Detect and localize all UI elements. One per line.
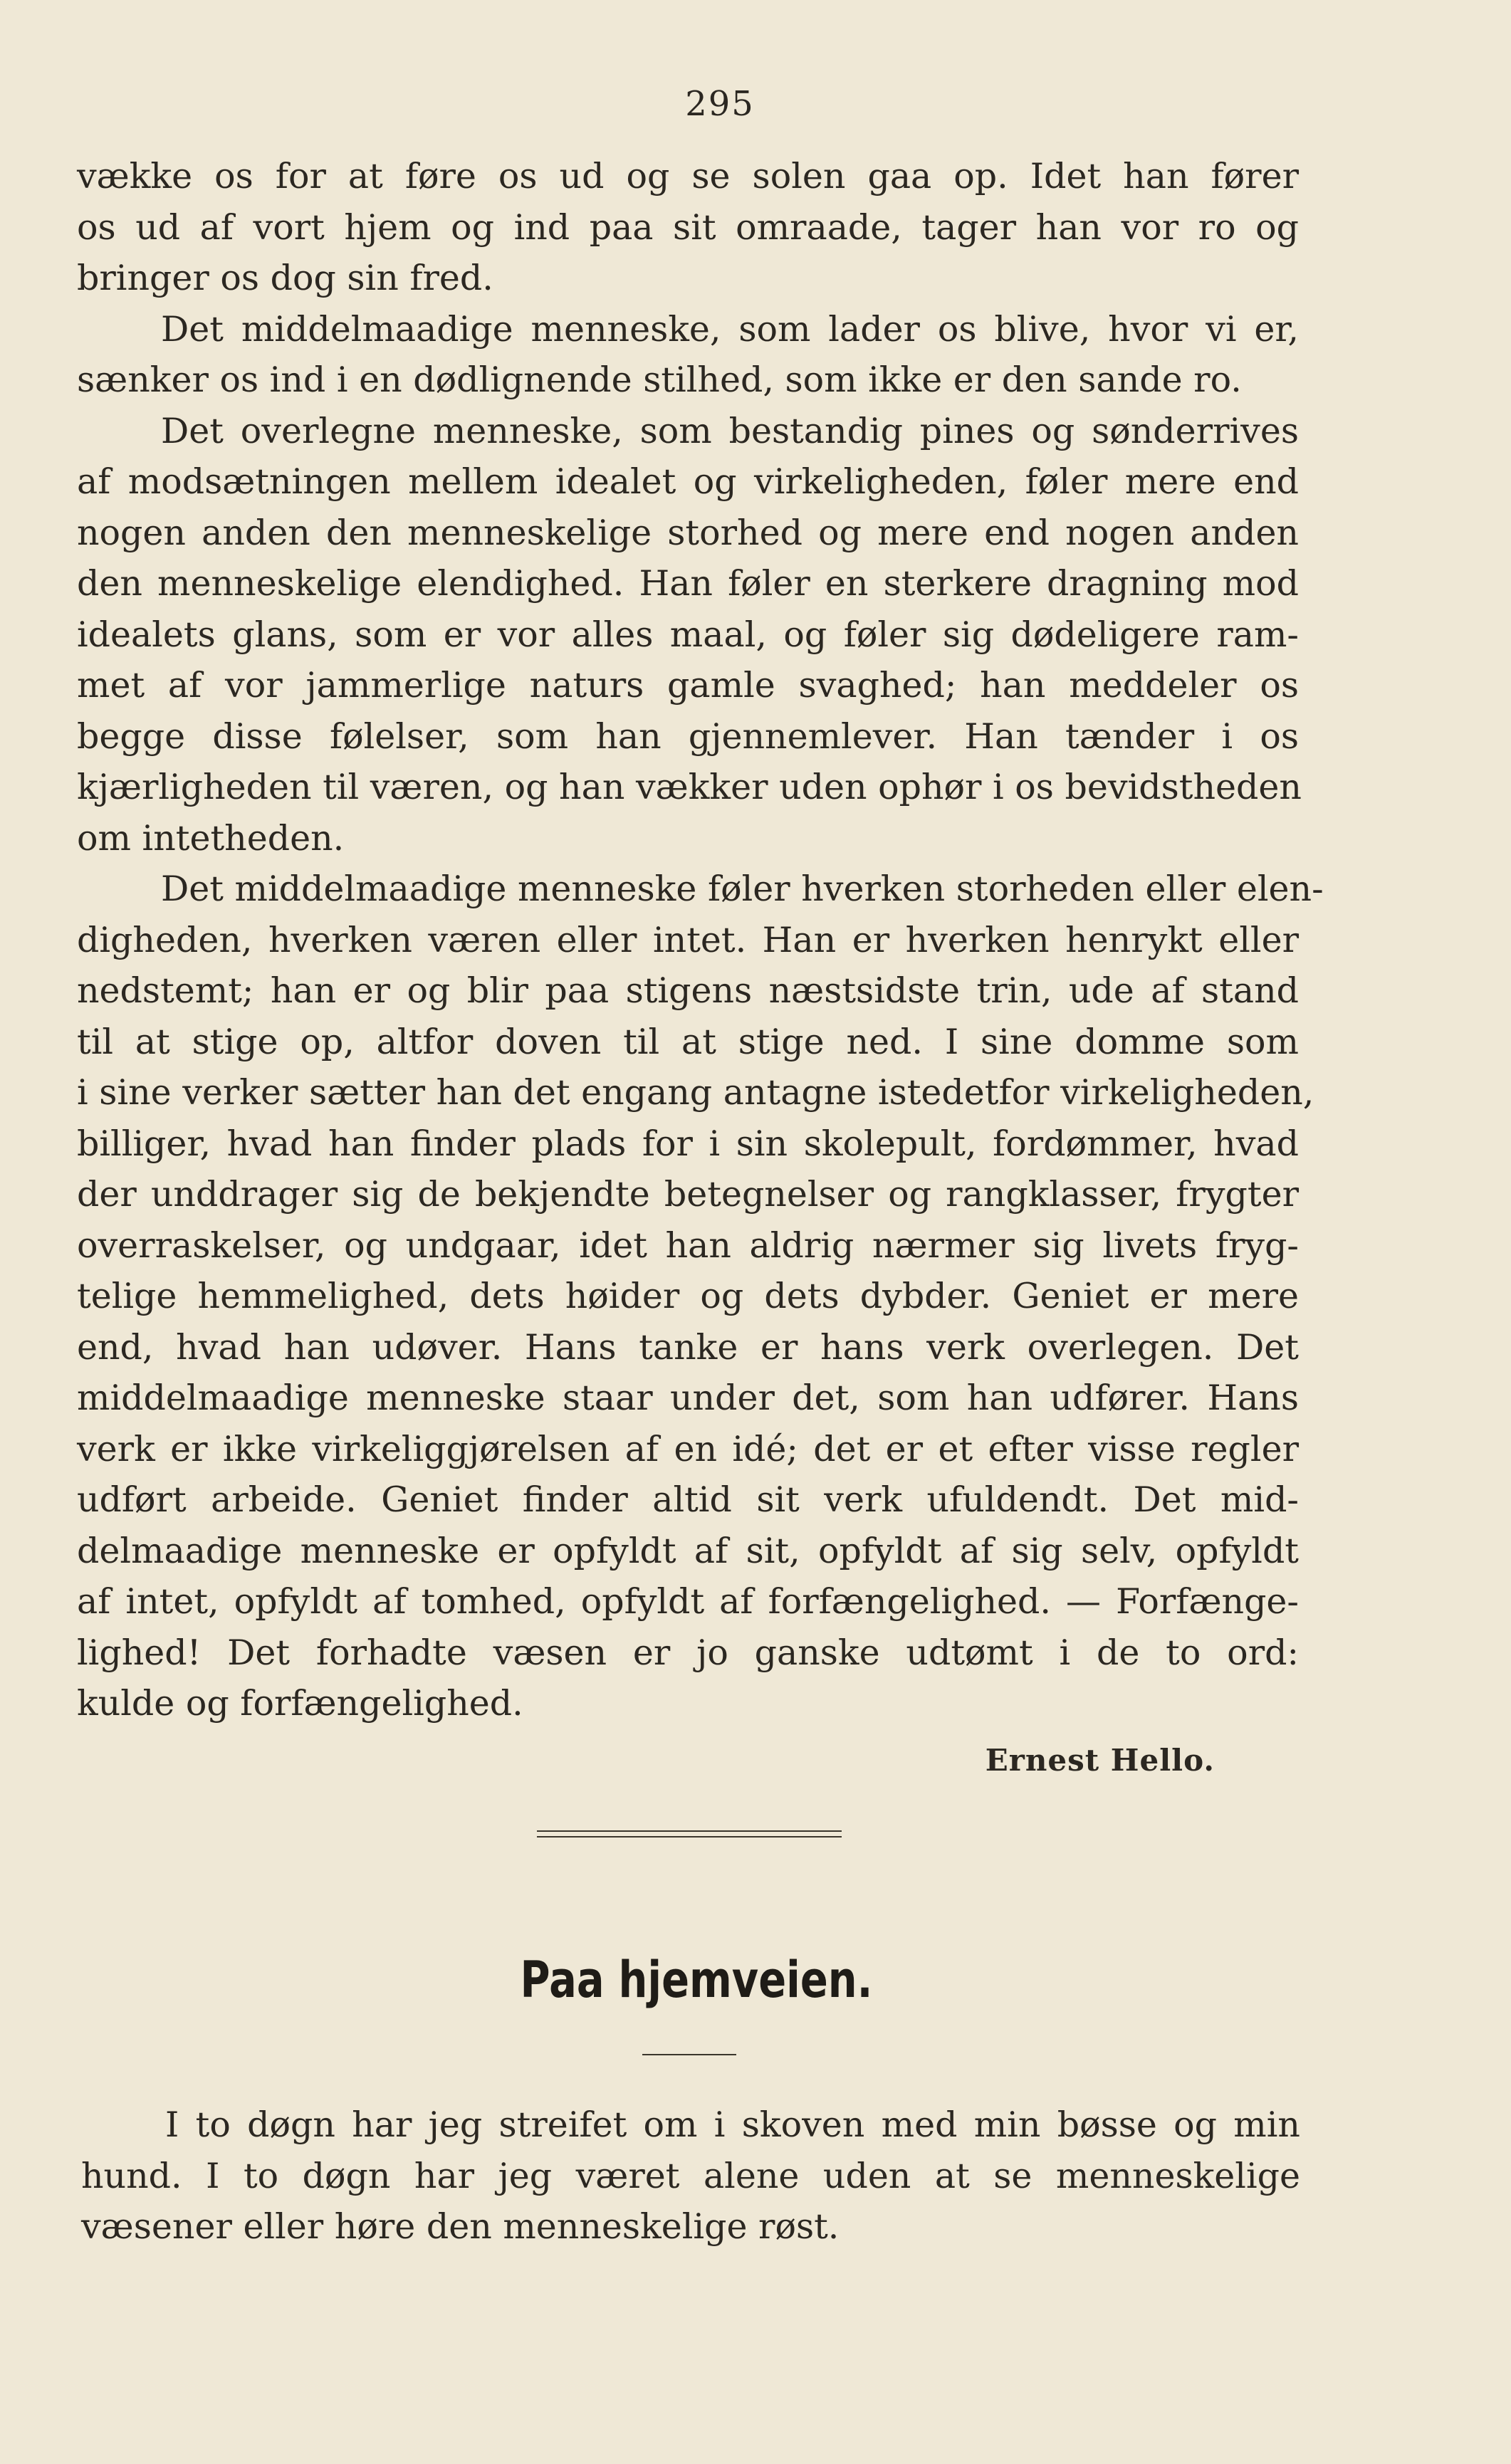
- text-line: verk er ikke virkeliggjørelsen af en idé; det er et efter visse regler: [77, 1428, 1299, 1469]
- text-line: middelmaadige menneske staar under det, som han udfører. Hans: [77, 1378, 1299, 1418]
- text-line: den menneskelige elendighed. Han føler en sterkere dragning mod: [77, 563, 1299, 604]
- page-number: 295: [685, 84, 755, 124]
- text-line: udført arbeide. Geniet finder altid sit verk ufuldendt. Det mid-: [77, 1479, 1299, 1520]
- text-line: begge disse følelser, som han gjennemlever. Han tænder i os: [77, 715, 1299, 757]
- text-line: delmaadige menneske er opfyldt af sit, opfyldt af sig selv, opfyldt: [77, 1530, 1299, 1571]
- text-line: Det middelmaadige menneske, som lader os blive, hvor vi er,: [161, 308, 1299, 350]
- author-signature: Ernest Hello.: [985, 1743, 1215, 1778]
- text-line: vække os for at føre os ud og se solen gaa op. Idet han fører: [77, 156, 1299, 196]
- title-underline: [642, 2054, 736, 2055]
- text-line: nogen anden den menneskelige storhed og mere end nogen anden: [77, 512, 1299, 553]
- text-line: nedstemt; han er og blir paa stigens næstsidste trin, ude af stand: [77, 970, 1299, 1011]
- text-line: om intetheden.: [77, 817, 345, 859]
- text-line: bringer os dog sin fred.: [77, 258, 493, 298]
- text-line: kjærligheden til væren, og han vækker uden ophør i os bevidstheden: [77, 767, 1302, 807]
- text-line: i sine verker sætter han det engang antagne istedetfor virkeligheden,: [77, 1072, 1314, 1113]
- text-line: digheden, hverken væren eller intet. Han er hverken henrykt eller: [77, 919, 1299, 960]
- essay-text: [77, 151, 1324, 1729]
- section-text: [81, 2099, 1300, 2253]
- text-line: til at stige op, altfor doven til at stige ned. I sine domme som: [77, 1021, 1299, 1062]
- text-line: væsener eller høre den menneskelige røst.: [81, 2206, 840, 2247]
- text-line: telige hemmelighed, dets høider og dets dybder. Geniet er mere: [77, 1276, 1299, 1316]
- text-line: idealets glans, som er vor alles maal, og føler sig dødeligere ram-: [77, 614, 1299, 655]
- text-line: kulde og forfængelighed.: [77, 1683, 523, 1724]
- section-divider: [537, 1830, 842, 1837]
- text-line: met af vor jammerlige naturs gamle svaghed; han meddeler os: [77, 665, 1299, 706]
- text-line: billiger, hvad han finder plads for i sin skolepult, fordømmer, hvad: [77, 1123, 1299, 1164]
- text-line: hund. I to døgn har jeg været alene uden at se menneskelige: [81, 2155, 1300, 2196]
- text-line: af modsætningen mellem idealet og virkeligheden, føler mere end: [77, 461, 1299, 502]
- section-title: Paa hjemveien.: [520, 1951, 873, 2009]
- text-line: overraskelser, og undgaar, idet han aldrig nærmer sig livets fryg-: [77, 1225, 1299, 1266]
- text-line: I to døgn har jeg streifet om i skoven med min bøsse og min: [165, 2104, 1300, 2145]
- text-line: os ud af vort hjem og ind paa sit omraade, tager han vor ro og: [77, 206, 1299, 248]
- text-line: af intet, opfyldt af tomhed, opfyldt af forfængelighed. — Forfænge-: [77, 1581, 1299, 1622]
- text-line: Det overlegne menneske, som bestandig pines og sønderrives: [161, 410, 1299, 451]
- text-line: Det middelmaadige menneske føler hverken storheden eller elen-: [161, 869, 1324, 909]
- text-line: sænker os ind i en dødlignende stilhed, som ikke er den sande ro.: [77, 360, 1242, 400]
- text-line: end, hvad han udøver. Hans tanke er hans verk overlegen. Det: [77, 1326, 1299, 1368]
- text-line: der unddrager sig de bekjendte betegnelser og rangklasser, frygter: [77, 1174, 1299, 1215]
- text-line: lighed! Det forhadte væsen er jo ganske udtømt i de to ord:: [77, 1632, 1299, 1673]
